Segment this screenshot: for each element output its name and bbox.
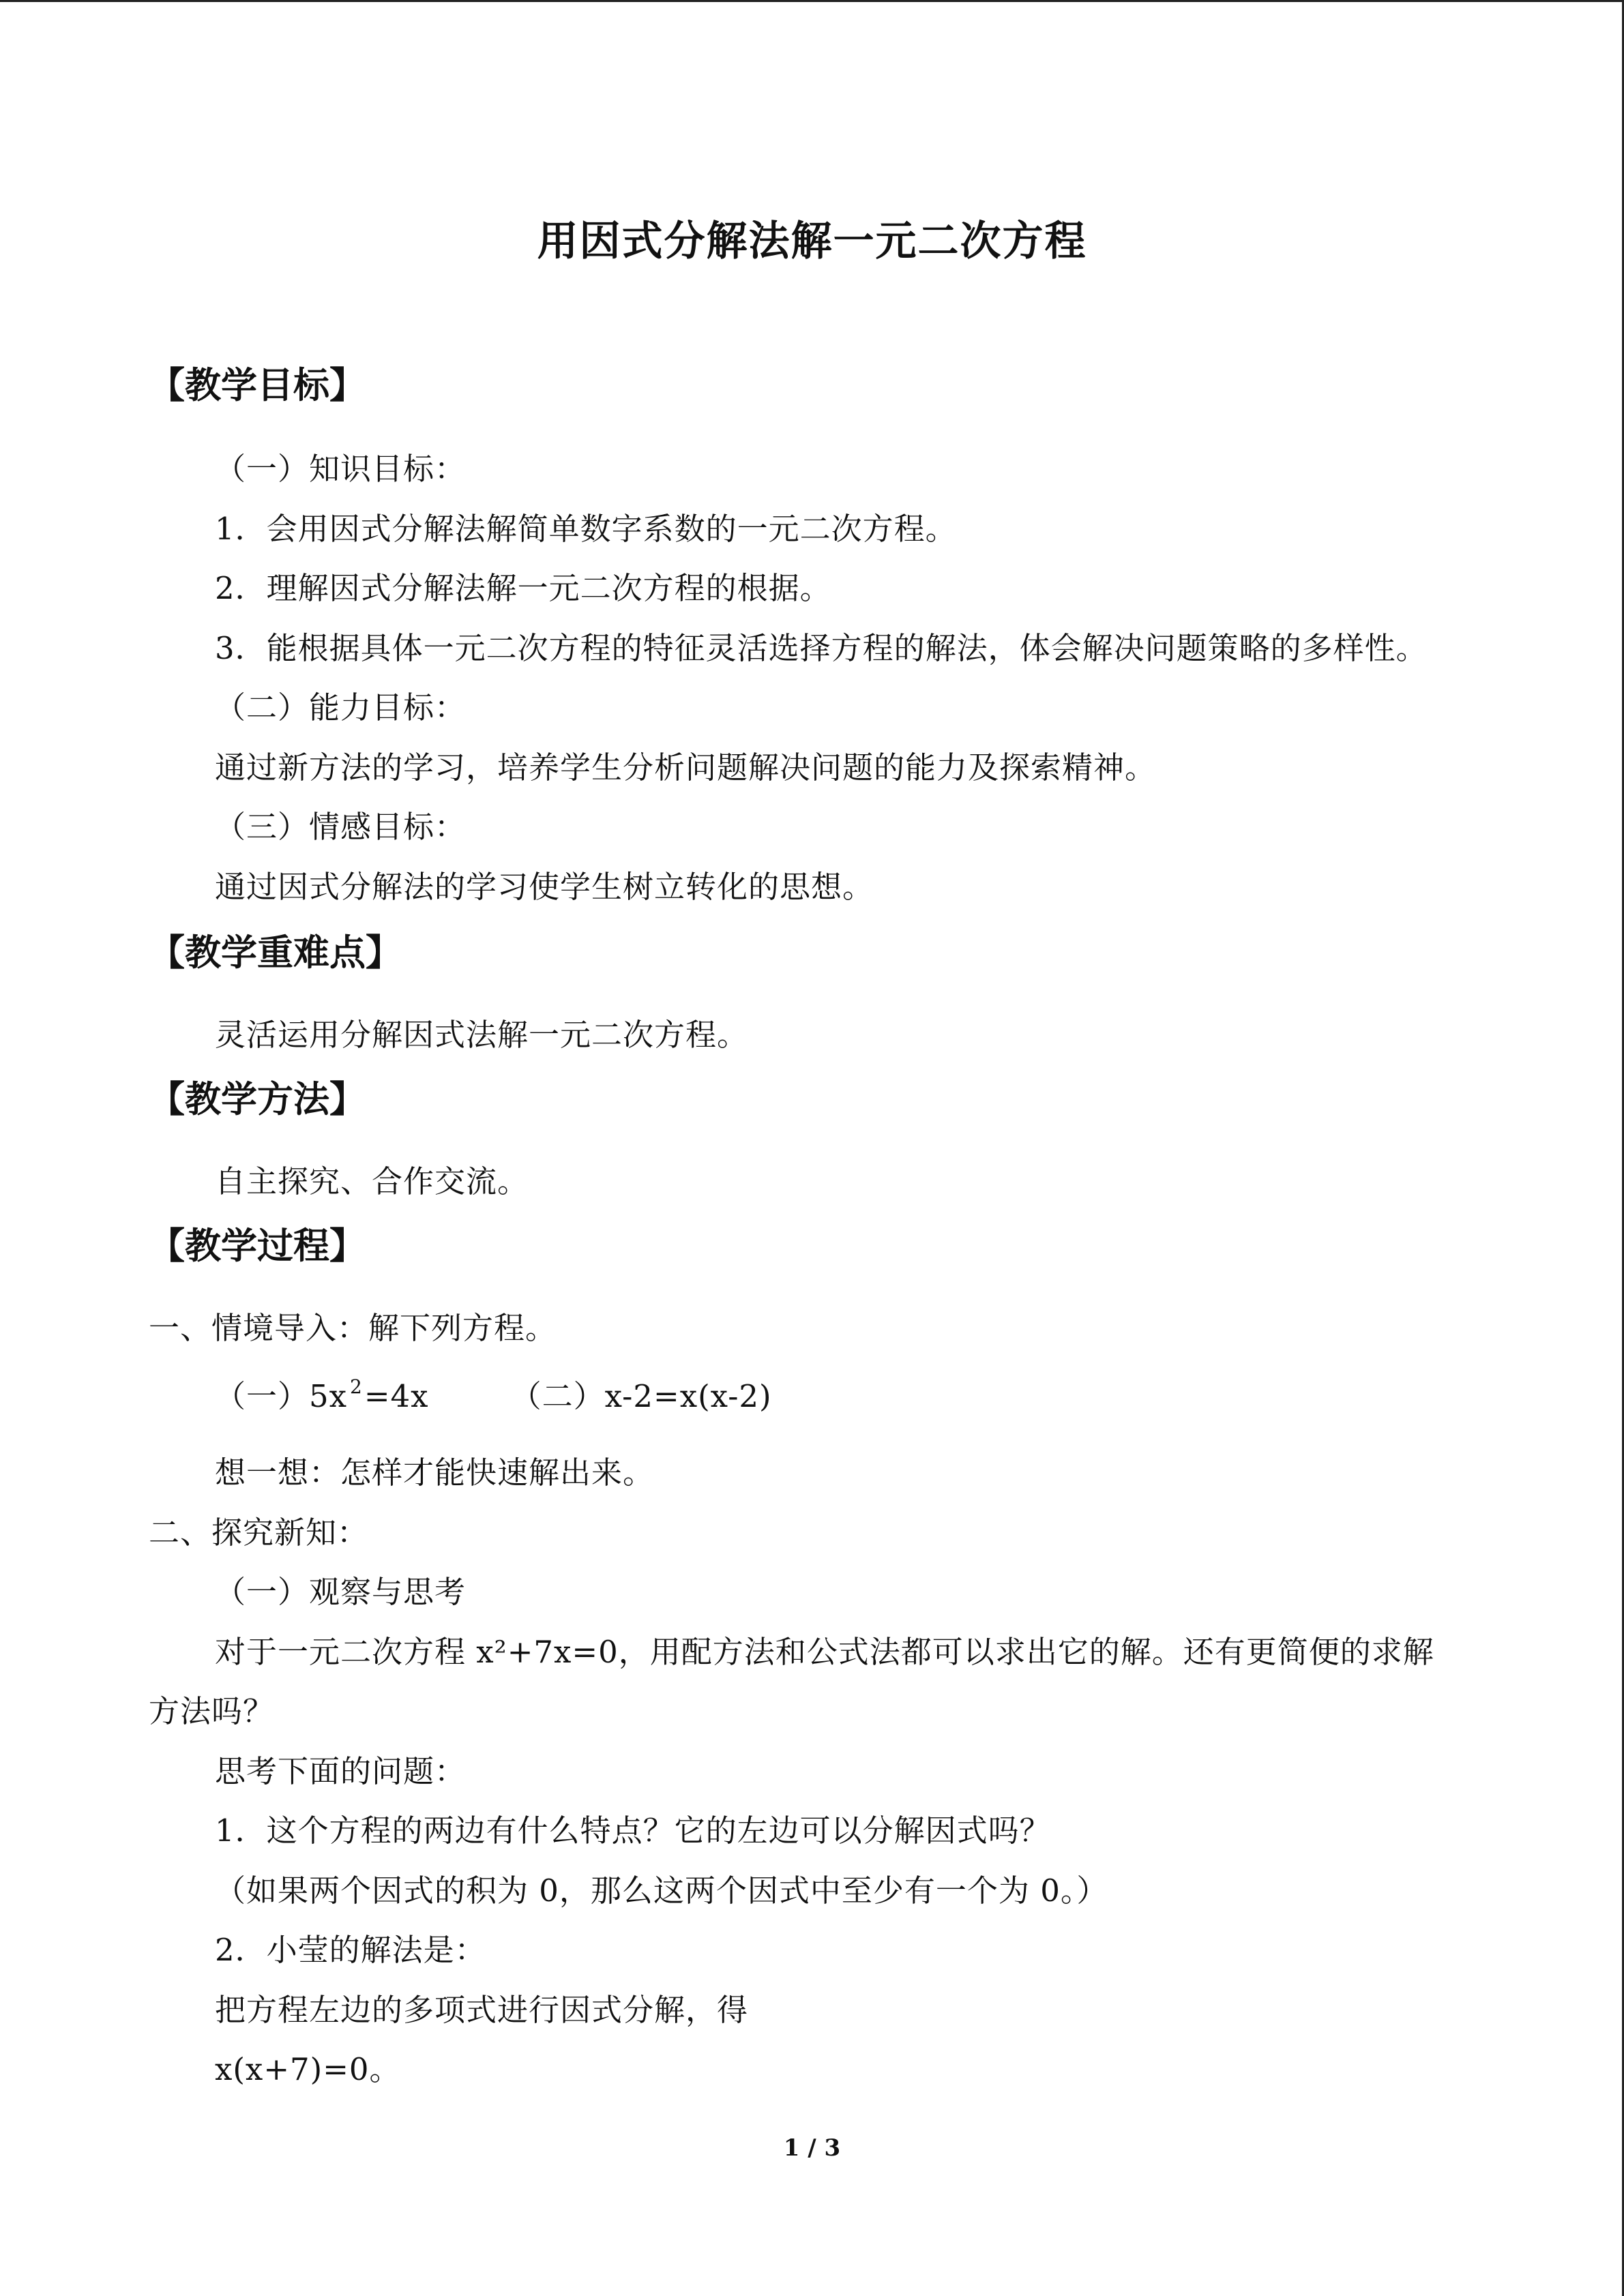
teaching-methods-text: 自主探究、合作交流。 bbox=[215, 1163, 529, 1199]
knowledge-item-1: 1．会用因式分解法解简单数字系数的一元二次方程。 bbox=[215, 511, 957, 547]
equation-1: （一）5x $^2$=4x bbox=[215, 1375, 429, 1414]
ability-objectives-label: （二）能力目标： bbox=[215, 689, 467, 726]
equation-2: （二）x-2=x(x-2) bbox=[510, 1378, 772, 1414]
solution-step-2: x(x+7)=0。 bbox=[215, 2051, 401, 2087]
paragraph-line-2: 方法吗？ bbox=[149, 1693, 275, 1729]
think-prompt: 想一想：怎样才能快速解出来。 bbox=[215, 1455, 655, 1491]
question-2: 2．小莹的解法是： bbox=[215, 1932, 486, 1968]
knowledge-item-2: 2．理解因式分解法解一元二次方程的根据。 bbox=[215, 570, 831, 606]
emotion-objectives-label: （三）情感目标： bbox=[215, 809, 467, 845]
paragraph-line-1: 对于一元二次方程 x²+7x=0，用配方法和公式法都可以求出它的解。还有更简便的求解 bbox=[215, 1634, 1434, 1670]
part2-title: 二、探究新知： bbox=[149, 1515, 369, 1551]
ability-objectives-text: 通过新方法的学习，培养学生分析问题解决问题的能力及探索精神。 bbox=[215, 749, 1157, 786]
heading-teaching-methods: 【教学方法】 bbox=[149, 1079, 366, 1120]
heading-teaching-process: 【教学过程】 bbox=[149, 1225, 366, 1267]
observe-label: （一）观察与思考 bbox=[215, 1574, 467, 1610]
equation-1-exponent: 2 bbox=[350, 1375, 363, 1398]
knowledge-item-3: 3．能根据具体一元二次方程的特征灵活选择方程的解法，体会解决问题策略的多样性。 bbox=[215, 630, 1428, 666]
question-1: 1．这个方程的两边有什么特点？它的左边可以分解因式吗？ bbox=[215, 1813, 1051, 1849]
part1-title: 一、情境导入：解下列方程。 bbox=[149, 1310, 557, 1346]
knowledge-objectives-label: （一）知识目标： bbox=[215, 451, 467, 487]
heading-teaching-objectives: 【教学目标】 bbox=[149, 365, 366, 406]
key-points-text: 灵活运用分解因式法解一元二次方程。 bbox=[215, 1017, 749, 1053]
hint-text: （如果两个因式的积为 0，那么这两个因式中至少有一个为 0。） bbox=[215, 1873, 1108, 1909]
heading-key-points: 【教学重难点】 bbox=[149, 932, 402, 974]
equations-row bbox=[215, 1377, 772, 1416]
page-number: 1 / 3 bbox=[783, 2134, 841, 2162]
solution-step-1: 把方程左边的多项式进行因式分解，得 bbox=[215, 1992, 749, 2028]
question-intro: 思考下面的问题： bbox=[215, 1753, 467, 1789]
emotion-objectives-text: 通过因式分解法的学习使学生树立转化的思想。 bbox=[215, 869, 874, 905]
document-title: 用因式分解法解一元二次方程 bbox=[537, 218, 1087, 265]
